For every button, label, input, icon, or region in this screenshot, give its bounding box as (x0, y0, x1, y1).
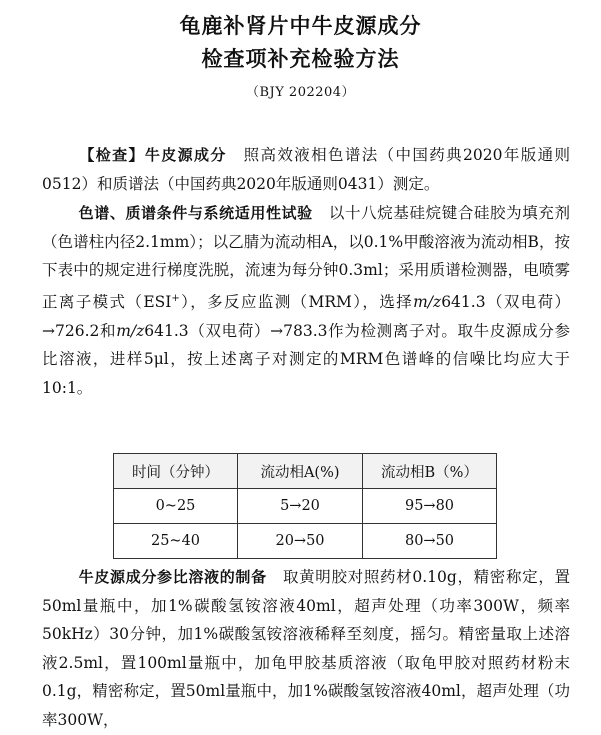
chromatography-text-c: 641.3（双电荷）→726.2和 (42, 292, 570, 340)
esi-superscript: + (171, 292, 180, 304)
table-header-row (114, 454, 497, 489)
table-header-phase-a: 流动相A(%) (238, 454, 363, 489)
table-cell: 95→80 (363, 489, 497, 524)
paragraph-inspection-text: 照高效液相色谱法（中国药典2020年版通则0512）和质谱法（中国药典2020年版通则0431）测定。 (42, 146, 570, 193)
chromatography-text-a: 以十八烷基硅烷键合硅胶为填充剂（色谱柱内径2.1mm）；以乙腈为流动相A，以0.1%甲酸溶液为流动相B，按下表中的规定进行梯度洗脱，流速为每分钟0.3ml；采用质谱检测器，电喷雾正离子模式（ESI (42, 204, 570, 311)
table-cell: 0~25 (114, 489, 238, 524)
document-title-line-1: 龟鹿补肾片中牛皮源成分 (179, 14, 422, 38)
table-cell: 5→20 (238, 489, 363, 524)
reference-solution-text: 取黄明胶对照药材0.10g，精密称定，置50ml量瓶中，加1%碳酸氢铵溶液40ml，超声处理（功率300W，频率50kHz）30分钟，加1%碳酸氢铵溶液稀释至刻度，摇匀。精密量取上述溶液2.5ml，置100ml量瓶中，加龟甲胶基质溶液（取龟甲胶对照药材粉末0.1g，精密称定，置50ml量瓶中，加1%碳酸氢铵溶液40ml，超声处理（功率300W， (42, 568, 570, 729)
paragraph-chromatography-conditions (42, 199, 570, 402)
mz-label-2: m/z (116, 321, 145, 340)
paragraph-reference-solution (42, 563, 570, 735)
chromatography-text-d: 641.3（双电荷）→783.3作为检测离子对。取牛皮源成分参比溶液，进样5μl，按上述离子对测定的MRM色谱峰的信噪比均应大于10:1。 (42, 321, 570, 397)
paragraph-inspection (42, 141, 570, 198)
table-cell: 20→50 (238, 524, 363, 559)
table-header-phase-b: 流动相B（%） (363, 454, 497, 489)
heading-inspection: 【检查】牛皮源成分 (78, 146, 227, 164)
table-row (114, 489, 497, 524)
document-title-line-2: 检查项补充检验方法 (201, 47, 400, 71)
gradient-table (113, 453, 497, 559)
table-header-time: 时间（分钟） (114, 454, 238, 489)
standard-code: （BJY 202204） (245, 85, 356, 100)
chromatography-text-b: ），多反应监测（MRM），选择 (179, 292, 414, 311)
table-row (114, 524, 497, 559)
heading-reference-solution: 牛皮源成分参比溶液的制备 (78, 568, 267, 586)
heading-chromatography-conditions: 色谱、质谱条件与系统适用性试验 (78, 204, 313, 222)
table-cell: 80→50 (363, 524, 497, 559)
mz-label-1: m/z (413, 292, 442, 311)
table-cell: 25~40 (114, 524, 238, 559)
